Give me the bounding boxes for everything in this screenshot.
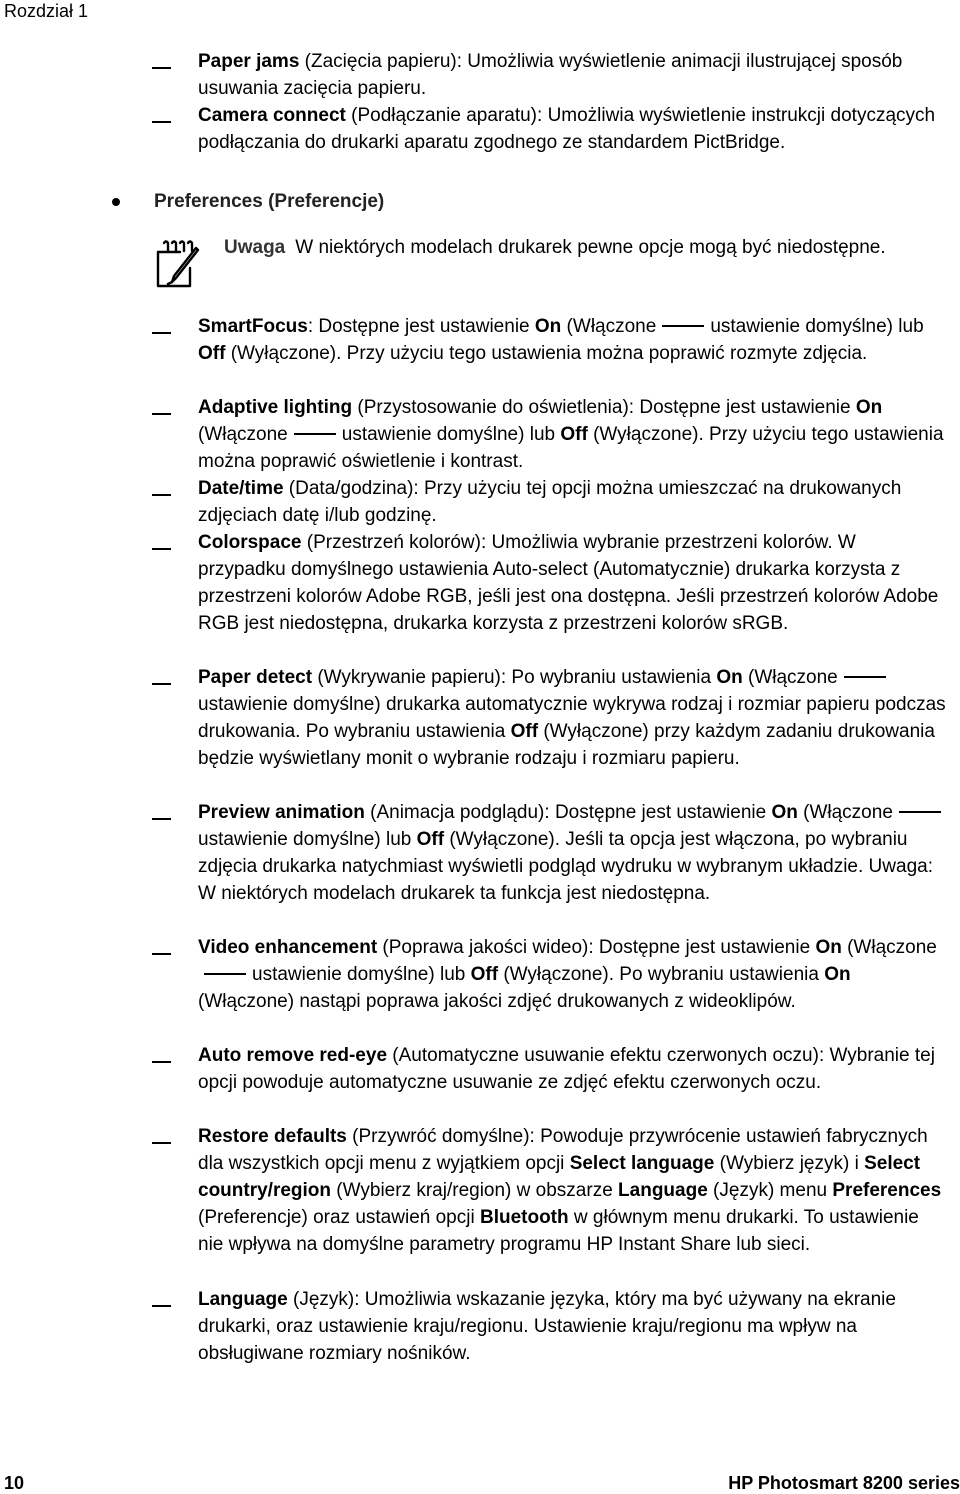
item-term: Preview animation: [198, 802, 365, 823]
item-text: (Wybierz kraj/region) w obszarze: [331, 1180, 619, 1201]
item-value: On: [534, 316, 562, 337]
item-term: Restore defaults: [198, 1126, 347, 1147]
note-icon: [154, 238, 204, 290]
list-dash: [152, 1305, 171, 1307]
item-text: ustawienie domyślne) lub: [198, 829, 417, 850]
item-text: (Włączone) nastąpi poprawa jakości zdjęć drukowanych z wideoklipów.: [198, 991, 796, 1012]
item-value: Off: [416, 829, 445, 850]
item-text: (Wyłączone). Przy użyciu tego ustawienia można poprawić rozmyte zdjęcia.: [225, 343, 868, 364]
page-number: 10: [4, 1473, 25, 1493]
item-text: (Zacięcia papieru): Umożliwia wyświetlenie animacji ilustrującej sposób usuwania zacięcia papieru.: [198, 51, 903, 99]
item-text: ustawienie domyślne) lub: [341, 424, 561, 445]
item-term: Paper jams: [198, 51, 300, 72]
item-value: Off: [510, 721, 539, 742]
list-dash: [152, 953, 171, 955]
item-term: Preferences: [832, 1180, 942, 1201]
item-value: On: [771, 802, 798, 823]
item-text: (Poprawa jakości wideo): Dostępne jest ustawienie: [377, 937, 816, 958]
item-value: On: [855, 397, 883, 418]
note-label: Uwaga: [224, 237, 286, 258]
list-item-preview-animation: [198, 799, 948, 907]
item-text: (Animacja podglądu): Dostępne jest ustawienie: [364, 802, 772, 823]
item-text: ustawienie domyślne) lub: [252, 964, 471, 985]
item-term: Language: [618, 1180, 708, 1201]
em-dash: [294, 433, 336, 435]
list-item-paper-detect: [198, 664, 948, 772]
bullet-icon: [112, 198, 120, 206]
list-item-date-time: [198, 475, 948, 529]
item-text: w głównym menu drukarki. To ustawienie nie wpływa na domyślne parametry programu HP Instant Share lub sieci.: [198, 1207, 919, 1255]
list-item-paper-jams: [198, 48, 948, 102]
item-value: On: [824, 964, 851, 985]
chapter-header: Rozdział 1: [4, 1, 89, 21]
item-text: (Język): Umożliwia wskazanie języka, który ma być używany na ekranie drukarki, oraz ustawienie kraju/regionu. Ustawienie kraju/regionu ma wpływ na obsługiwane rozmiary nośników.: [198, 1289, 896, 1364]
item-term: Paper detect: [198, 667, 313, 688]
item-text: (Wybierz język) i: [714, 1153, 865, 1174]
item-text: (Wykrywanie papieru): Po wybraniu ustawienia: [312, 667, 717, 688]
item-term: Video enhancement: [198, 937, 378, 958]
list-dash: [152, 413, 171, 415]
item-value: On: [716, 667, 743, 688]
em-dash: [899, 811, 941, 813]
item-term: Select country/region: [198, 1153, 921, 1201]
note-text: [224, 234, 904, 261]
list-item-auto-remove-red-eye: [198, 1042, 948, 1096]
em-dash: [662, 325, 704, 327]
em-dash: [204, 973, 246, 975]
item-text: (Włączone: [561, 316, 657, 337]
item-value: Off: [198, 343, 226, 364]
item-text: (Włączone: [797, 802, 893, 823]
list-item-language: [198, 1286, 948, 1367]
list-item-video-enhancement: [198, 934, 948, 1015]
list-dash: [152, 121, 171, 123]
list-dash: [152, 818, 171, 820]
item-text: (Język) menu: [707, 1180, 833, 1201]
list-item-adaptive-lighting: [198, 394, 948, 475]
item-term: SmartFocus: [198, 316, 308, 337]
item-text: (Włączone: [841, 937, 937, 958]
item-text: (Wyłączone). Przy użyciu tego ustawienia można poprawić oświetlenie i kontrast.: [198, 424, 944, 472]
item-value: Off: [470, 964, 499, 985]
list-dash: [152, 67, 171, 69]
item-text: (Przestrzeń kolorów): Umożliwia wybranie przestrzeni kolorów. W przypadku domyślnego ustawienia Auto-select (Automatycznie) drukarka korzysta z przestrzeni kolorów Adobe RGB, jeśli jest ona dostępna. Jeśli przestrzeń kolorów Adobe RGB jest niedostępna, drukarka korzysta z przestrzeni kolorów sRGB.: [198, 532, 939, 634]
list-dash: [152, 332, 171, 334]
item-term: Camera connect: [198, 105, 346, 126]
item-value: On: [815, 937, 842, 958]
item-term: Colorspace: [198, 532, 302, 553]
item-text: (Włączone: [742, 667, 838, 688]
item-text: ustawienie domyślne) lub: [710, 316, 924, 337]
item-text: (Preferencje) oraz ustawień opcji: [198, 1207, 480, 1228]
list-item-smartfocus: [198, 313, 948, 367]
item-text: (Włączone: [198, 424, 288, 445]
preferences-heading: Preferences (Preferencje): [154, 191, 385, 212]
item-term: Adaptive lighting: [198, 397, 353, 418]
list-dash: [152, 1142, 171, 1144]
item-text: (Przywróć domyślne): Powoduje przywrócenie ustawień fabrycznych dla wszystkich opcji menu z wyjątkiem opcji: [198, 1126, 928, 1174]
list-item-restore-defaults: [198, 1123, 948, 1258]
item-text: (Wyłączone) przy każdym zadaniu drukowania będzie wyświetlany monit o wybranie rodzaju i rozmiaru papieru.: [198, 721, 935, 769]
item-text: (Wyłączone). Po wybraniu ustawienia: [498, 964, 825, 985]
item-text: (Automatyczne usuwanie efektu czerwonych oczu): Wybranie tej opcji powoduje automatyczne usuwanie ze zdjęć efektu czerwonych oczu.: [198, 1045, 935, 1093]
item-text: : Dostępne jest ustawienie: [307, 316, 535, 337]
list-item-colorspace: [198, 529, 948, 637]
item-value: Off: [560, 424, 588, 445]
product-name: HP Photosmart 8200 series: [728, 1473, 960, 1493]
list-dash: [152, 548, 171, 550]
em-dash: [844, 676, 886, 678]
list-dash: [152, 1061, 171, 1063]
list-dash: [152, 494, 171, 496]
item-text: ustawienie domyślne) drukarka automatycznie wykrywa rodzaj i rozmiar papieru podczas drukowania. Po wybraniu ustawienia: [198, 694, 946, 742]
note-body: W niektórych modelach drukarek pewne opcje mogą być niedostępne.: [295, 237, 886, 258]
item-text: (Przystosowanie do oświetlenia): Dostępne jest ustawienie: [352, 397, 856, 418]
item-text: (Podłączanie aparatu): Umożliwia wyświetlenie instrukcji dotyczących podłączania do drukarki aparatu zgodnego ze standardem PictBridge.: [198, 105, 936, 153]
item-term: Date/time: [198, 478, 284, 499]
item-text: (Data/godzina): Przy użyciu tej opcji można umieszczać na drukowanych zdjęciach datę i/lub godzinę.: [198, 478, 902, 526]
list-item-camera-connect: [198, 102, 948, 156]
item-term: Select language: [569, 1153, 715, 1174]
list-dash: [152, 683, 171, 685]
item-term: Language: [198, 1289, 288, 1310]
item-term: Bluetooth: [479, 1207, 569, 1228]
item-text: (Wyłączone). Jeśli ta opcja jest włączona, po wybraniu zdjęcia drukarka natychmiast wyświetli podgląd wydruku w wybranym układzie. Uwaga: W niektórych modelach drukarek ta funkcja jest niedostępna.: [198, 829, 933, 904]
item-term: Auto remove red-eye: [198, 1045, 388, 1066]
